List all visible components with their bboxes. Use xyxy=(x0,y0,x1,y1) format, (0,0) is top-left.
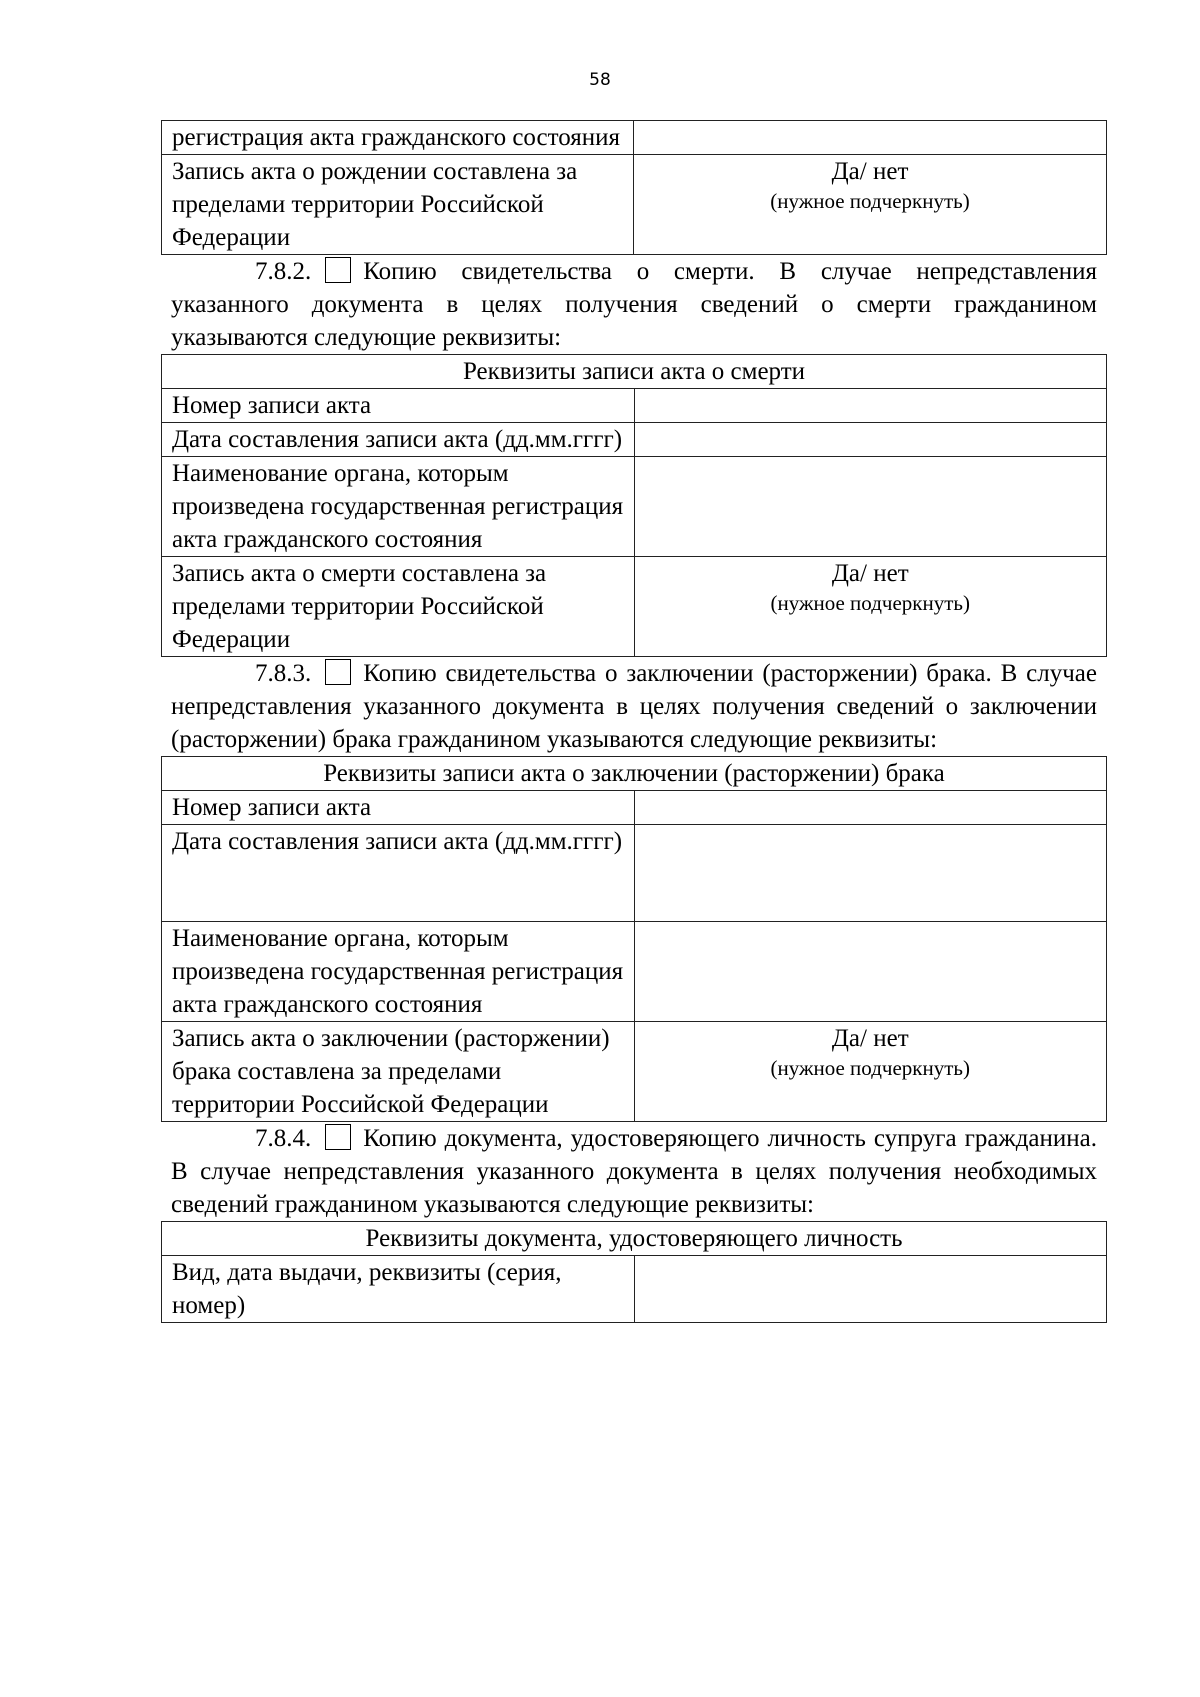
table-row xyxy=(162,389,1107,423)
table-header: Реквизиты записи акта о заключении (расторжении) брака xyxy=(162,757,1107,791)
section-text: Копию документа, удостоверяющего личность супруга гражданина. В случае непредставления указанного документа в целях получения необходимых сведений гражданином указываются следующие реквизиты: xyxy=(171,1125,1097,1218)
table-row xyxy=(162,922,1107,1022)
table-row xyxy=(162,155,1107,255)
section-number: 7.8.2. xyxy=(255,258,312,285)
label-cell: Запись акта о смерти составлена за пределами территории Российской Федерации xyxy=(162,557,635,657)
input-cell-record-date[interactable] xyxy=(634,825,1107,922)
yes-no-cell[interactable] xyxy=(634,155,1107,255)
label-cell: Номер записи акта xyxy=(162,791,635,825)
checkbox-7-8-3[interactable] xyxy=(325,659,351,685)
input-cell-record-number[interactable] xyxy=(634,389,1107,423)
yes-no-option[interactable]: Да/ нет xyxy=(831,1025,909,1052)
input-cell-record-date[interactable] xyxy=(634,423,1107,457)
section-text: Копию свидетельства о заключении (расторжении) брака. В случае непредставления указанного документа в целях получения сведений о заключении (расторжении) брака гражданином указываются следующие реквизиты: xyxy=(171,660,1097,753)
label-cell: Дата составления записи акта (дд.мм.гггг) xyxy=(162,825,635,922)
yes-no-option[interactable]: Да/ нет xyxy=(831,560,909,587)
marriage-record-table xyxy=(161,756,1107,1122)
table-header: Реквизиты документа, удостоверяющего личность xyxy=(162,1222,1107,1256)
table-row xyxy=(162,121,1107,155)
table-row xyxy=(162,423,1107,457)
label-cell: Наименование органа, которым произведена государственная регистрация акта гражданского состояния xyxy=(162,922,635,1022)
section-7-8-3 xyxy=(161,657,1107,756)
table-row xyxy=(162,825,1107,922)
yes-no-hint: (нужное подчеркнуть) xyxy=(770,189,970,213)
input-cell-document-details[interactable] xyxy=(634,1256,1107,1323)
section-7-8-4 xyxy=(161,1122,1107,1221)
checkbox-7-8-2[interactable] xyxy=(325,257,351,283)
table-row xyxy=(162,1256,1107,1323)
label-cell: Наименование органа, которым произведена государственная регистрация акта гражданского состояния xyxy=(162,457,635,557)
table-header-row xyxy=(162,757,1107,791)
table-row xyxy=(162,791,1107,825)
section-number: 7.8.4. xyxy=(255,1125,312,1152)
label-cell: регистрация акта гражданского состояния xyxy=(162,121,634,155)
label-cell: Дата составления записи акта (дд.мм.гггг) xyxy=(162,423,635,457)
input-cell-registration-body[interactable] xyxy=(634,121,1107,155)
table-header-row xyxy=(162,1222,1107,1256)
table-row xyxy=(162,457,1107,557)
section-text: Копию свидетельства о смерти. В случае непредставления указанного документа в целях получения сведений о смерти гражданином указываются следующие реквизиты: xyxy=(171,258,1097,351)
checkbox-7-8-4[interactable] xyxy=(325,1124,351,1150)
section-7-8-2 xyxy=(161,255,1107,354)
table-header: Реквизиты записи акта о смерти xyxy=(162,355,1107,389)
input-cell-registration-body[interactable] xyxy=(634,457,1107,557)
label-cell: Запись акта о заключении (расторжении) брака составлена за пределами территории Российской Федерации xyxy=(162,1022,635,1122)
input-cell-registration-body[interactable] xyxy=(634,922,1107,1022)
section-number: 7.8.3. xyxy=(255,660,312,687)
yes-no-option[interactable]: Да/ нет xyxy=(831,158,909,185)
label-cell: Номер записи акта xyxy=(162,389,635,423)
input-cell-record-number[interactable] xyxy=(634,791,1107,825)
identity-document-table xyxy=(161,1221,1107,1323)
label-cell: Запись акта о рождении составлена за пределами территории Российской Федерации xyxy=(162,155,634,255)
yes-no-hint: (нужное подчеркнуть) xyxy=(770,1056,970,1080)
table-row xyxy=(162,557,1107,657)
death-record-table xyxy=(161,354,1107,657)
label-cell: Вид, дата выдачи, реквизиты (серия, номер) xyxy=(162,1256,635,1323)
yes-no-cell[interactable] xyxy=(634,557,1107,657)
yes-no-cell[interactable] xyxy=(634,1022,1107,1122)
document-body xyxy=(161,120,1107,1323)
birth-record-table-continued xyxy=(161,120,1107,255)
yes-no-hint: (нужное подчеркнуть) xyxy=(770,591,970,615)
table-header-row xyxy=(162,355,1107,389)
page-number: 58 xyxy=(589,70,611,90)
table-row xyxy=(162,1022,1107,1122)
